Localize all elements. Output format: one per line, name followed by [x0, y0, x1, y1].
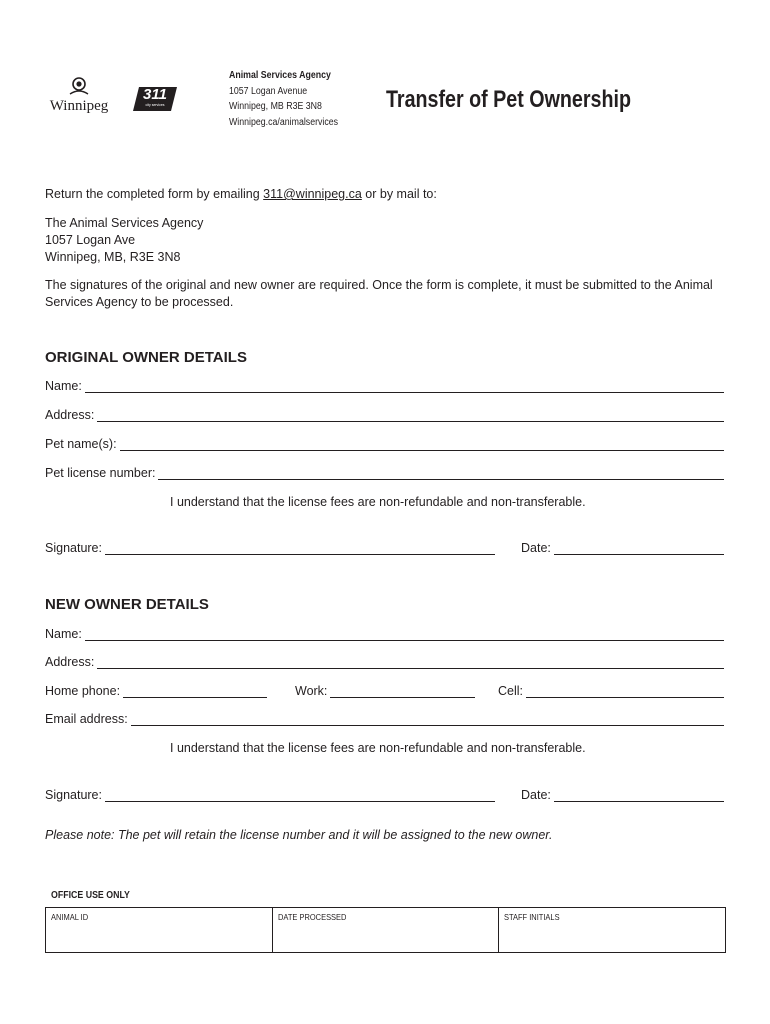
input-line[interactable] — [158, 467, 724, 480]
logo-311-number: 311 — [143, 86, 167, 103]
field-label: Home phone: — [45, 684, 121, 698]
email-link[interactable]: 311@winnipeg.ca — [263, 187, 362, 201]
input-line[interactable] — [123, 685, 267, 698]
document-title: Transfer of Pet Ownership — [386, 86, 631, 113]
mailing-address-line1: The Animal Services Agency — [45, 216, 204, 230]
field-label: Address: — [45, 408, 95, 422]
letterhead — [0, 0, 770, 150]
field-label: Address: — [45, 655, 95, 669]
date-processed-cell[interactable] — [273, 908, 500, 952]
new-owner-heading: NEW OWNER DETAILS — [45, 596, 209, 613]
original-owner-acknowledgement: I understand that the license fees are non-refundable and non-transferable. — [170, 495, 586, 509]
home-phone-field[interactable] — [45, 684, 267, 698]
return-prefix: Return the completed form by emailing — [45, 187, 264, 201]
pet-license-number-field[interactable] — [45, 466, 724, 480]
field-label: Work: — [295, 684, 328, 698]
original-owner-heading: ORIGINAL OWNER DETAILS — [45, 349, 247, 366]
logo-311-subtitle: city services — [145, 103, 165, 107]
original-owner-signature-field[interactable] — [45, 541, 495, 555]
input-line[interactable] — [105, 542, 495, 555]
field-label: Email address: — [45, 712, 128, 726]
input-line[interactable] — [554, 542, 724, 555]
column-header: ANIMAL ID — [51, 912, 89, 922]
winnipeg-emblem-icon — [66, 74, 92, 100]
field-label: Name: — [45, 379, 82, 393]
return-suffix: or by mail to: — [361, 187, 437, 201]
column-header: DATE PROCESSED — [277, 912, 347, 922]
animal-id-cell[interactable] — [46, 908, 273, 952]
input-line[interactable] — [97, 409, 724, 422]
agency-city: Winnipeg, MB R3E 3N8 — [229, 101, 322, 112]
pet-names-field[interactable] — [45, 437, 724, 451]
field-label: Cell: — [498, 684, 524, 698]
field-label: Signature: — [45, 788, 102, 802]
field-label: Date: — [521, 788, 551, 802]
original-owner-name-field[interactable] — [45, 379, 724, 393]
input-line[interactable] — [105, 789, 495, 802]
email-address-field[interactable] — [45, 712, 724, 726]
work-phone-field[interactable] — [295, 684, 475, 698]
input-line[interactable] — [97, 656, 724, 669]
new-owner-signature-field[interactable] — [45, 788, 495, 802]
field-label: Pet name(s): — [45, 437, 117, 451]
office-use-heading: OFFICE USE ONLY — [51, 890, 130, 901]
input-line[interactable] — [85, 628, 724, 641]
input-line[interactable] — [330, 685, 475, 698]
new-owner-address-field[interactable] — [45, 655, 724, 669]
input-line[interactable] — [85, 380, 724, 393]
mailing-address-line2: 1057 Logan Ave — [45, 233, 136, 247]
license-retention-note: Please note: The pet will retain the license number and it will be assigned to the new owner. — [45, 828, 553, 842]
new-owner-acknowledgement: I understand that the license fees are non-refundable and non-transferable. — [170, 741, 586, 755]
original-owner-date-field[interactable] — [521, 541, 724, 555]
mailing-address-line3: Winnipeg, MB, R3E 3N8 — [45, 250, 181, 264]
input-line[interactable] — [526, 685, 724, 698]
agency-website: Winnipeg.ca/animalservices — [229, 116, 339, 128]
logo-311 — [133, 86, 177, 112]
input-line[interactable] — [131, 713, 724, 726]
new-owner-name-field[interactable] — [45, 627, 724, 641]
return-instructions — [45, 186, 437, 203]
input-line[interactable] — [554, 789, 724, 802]
input-line[interactable] — [120, 438, 724, 451]
staff-initials-cell[interactable] — [499, 908, 725, 952]
agency-street: 1057 Logan Avenue — [229, 85, 308, 97]
column-header: STAFF INITIALS — [504, 912, 560, 922]
winnipeg-logo — [44, 74, 114, 120]
signatures-note: The signatures of the original and new owner are required. Once the form is complete, it must be submitted to the Animal Services Agency to be processed. — [45, 278, 713, 309]
winnipeg-logo-text: Winnipeg — [49, 98, 109, 114]
new-owner-date-field[interactable] — [521, 788, 724, 802]
agency-address-block — [229, 68, 338, 130]
field-label: Signature: — [45, 541, 102, 555]
agency-name: Animal Services Agency — [229, 70, 331, 81]
field-label: Date: — [521, 541, 551, 555]
field-label: Name: — [45, 627, 82, 641]
field-label: Pet license number: — [45, 466, 156, 480]
cell-phone-field[interactable] — [498, 684, 724, 698]
original-owner-address-field[interactable] — [45, 408, 724, 422]
office-use-table — [45, 907, 726, 953]
